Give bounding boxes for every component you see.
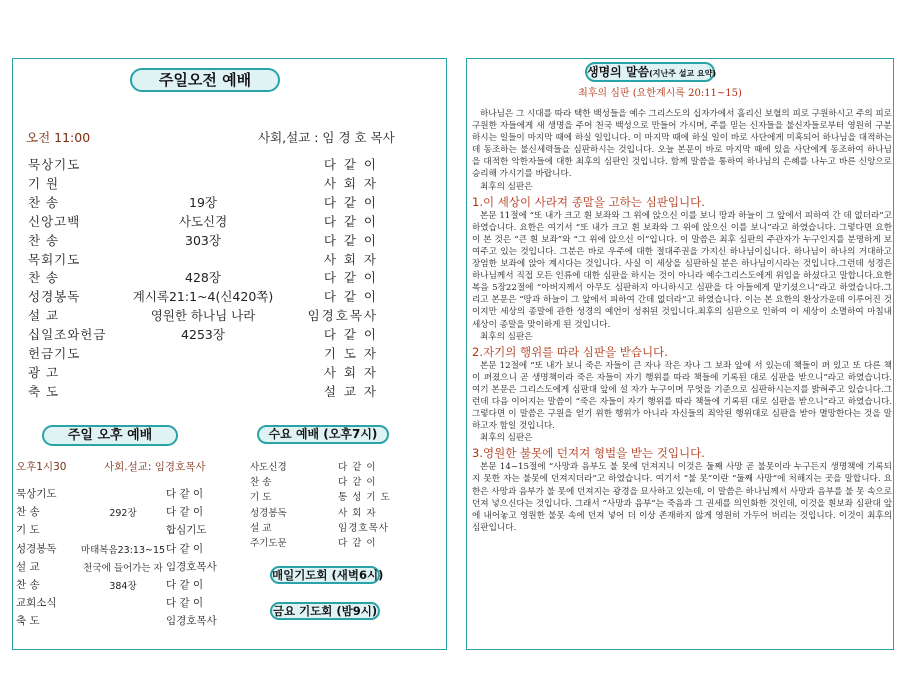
sermon-intro: 하나님은 그 시대를 따라 택한 백성들을 예수 그리스도의 십자가에서 흘리신 보혈의 피로 구원하시고 주의 피로 구원한 자들에게 새 생명을 주어 천국 백성으로 만들어 가시며, 주를 믿는 신자들을 불신자들로부터 영원히 구분하시는 일들이 마지막 때에 하실 일입니다. 이 마지막 때에 하실 일이 바로 사단에게 미혹되어 하나님을 대적하는데 동조하는 불신세력들을 심판하시는 것입니다. 오늘 본문이 바로 마지막 때에 있을 사단에게 동조하여 하나님을 대적한 악한자들에 대한 최후의 심판인 것입니다. 함께 말씀을 통하여 하나님의 은혜를 나누고 바른 신앙으로 승리해 가시기를 바랍니다.: [472, 109, 892, 180]
morning-row: [28, 268, 378, 284]
item-role: 사 회 자: [323, 175, 378, 191]
item-detail: 292장: [109, 508, 137, 520]
wednesday-row: [250, 459, 410, 472]
item-name: 찬 송: [16, 506, 40, 519]
item-role: 다 같 이: [323, 232, 378, 248]
item-name: 찬 송: [250, 477, 272, 489]
item-detail: 영원한 하나님 나라: [150, 308, 256, 324]
item-detail: 19장: [189, 194, 217, 210]
item-name: 십일조와헌금: [28, 327, 107, 343]
item-name: 축 도: [16, 615, 40, 628]
morning-row: [28, 212, 378, 228]
item-name: 기 도: [16, 524, 40, 537]
item-name: 주기도문: [250, 538, 287, 549]
afternoon-leader: 사회.설교: 임경호목사: [104, 461, 206, 473]
item-role: 다 같 이: [166, 579, 204, 591]
wednesday-row: [250, 535, 410, 548]
sermon-label-3: 최후의 심판은: [480, 433, 533, 444]
item-role: 다 같 이: [166, 488, 204, 500]
item-name: 설 교: [250, 522, 272, 534]
item-role: 사 회 자: [323, 251, 378, 267]
item-name: 성경봉독: [16, 542, 57, 555]
afternoon-row: [16, 559, 241, 573]
item-role: 설 교 자: [323, 383, 378, 399]
morning-row: [28, 363, 378, 379]
item-role: 임경호목사: [338, 522, 389, 534]
morning-row: [28, 382, 378, 398]
item-name: 교회소식: [16, 597, 57, 610]
afternoon-row: [16, 486, 241, 500]
sermon-title-main: 생명의 말씀: [587, 65, 650, 79]
friday-prayer-title: 금요 기도회 (밤9시): [270, 602, 380, 620]
item-detail: 428장: [185, 270, 221, 286]
afternoon-row: [16, 522, 241, 536]
item-name: 묵상기도: [28, 157, 81, 172]
item-role: 다 같 이: [323, 213, 378, 229]
item-role: 기 도 자: [323, 346, 378, 361]
item-name: 찬 송: [28, 270, 60, 286]
item-role: 사 회 자: [323, 364, 378, 380]
afternoon-row: [16, 577, 241, 591]
point-2-heading: 2.자기의 행위를 따라 심판을 받습니다.: [472, 344, 668, 359]
point-3-heading: 3.영원한 불못에 던져져 형벌을 받는 것입니다.: [472, 446, 705, 461]
morning-time: 오전 11:00: [26, 130, 91, 145]
item-name: 헌금기도: [28, 346, 81, 361]
item-role: 임경호목사: [166, 615, 217, 628]
sermon-label-2: 최후의 심판은: [480, 331, 533, 342]
item-name: 광 고: [28, 364, 60, 380]
sermon-title: [585, 62, 715, 82]
item-role: 다 같 이: [323, 194, 378, 210]
sermon-title-note: (지난주 설교 요약): [649, 69, 717, 78]
item-role: 다 같 이: [166, 597, 204, 610]
morning-row: [28, 174, 378, 190]
morning-service-title: 주일오전 예배: [130, 68, 280, 92]
daily-prayer-title: 매일기도회 (새벽6시): [272, 568, 384, 582]
item-detail: 384장: [109, 581, 137, 592]
item-role: 다 같 이: [338, 538, 377, 549]
item-name: 신앙고백: [28, 213, 81, 229]
item-detail: 마태복음23:13~15: [80, 544, 166, 556]
wednesday-service-title: 수요 예배 (오후7시): [257, 425, 389, 444]
wednesday-row: [250, 505, 410, 518]
item-detail: 천국에 들어가는 자: [83, 562, 163, 574]
point-2-body: 본문 12절에 “또 내가 보니 죽은 자들이 큰 자나 작은 자나 그 보좌 앞에 서 있는데 책들이 펴 있고 또 다른 책이 펴졌으니 곧 생명책이라 죽은 자들이 자기 행위를 따라 책들에 기록된 대로 심판을 받으니”라고 하였습니다. 여기 본문은 그리스도에게 심판대 앞에 설 자가 누구이며 무엇을 기준으로 심판하시는지를 밝혀주고 있습니다.그런데 다음 이어지는 말씀이 “죽은 자들이 자기 행위를 따라 책들에 기록된 대로 심판을 받으니”라고 하였습니다.그렇다면 이 말씀은 구원을 얻기 위한 행위가 아니라 자신들의 죄악된 행위대로 심판을 받아 멸망한다는 것을 말하고자 함일 것입니다.: [472, 360, 892, 432]
afternoon-row: [16, 595, 241, 609]
point-1-body: 본문 11절에 “또 내가 크고 흰 보좌와 그 위에 앉으신 이를 보니 땅과 하늘이 그 앞에서 피하여 간 데 없더라”고 하였습니다. 요한은 여기서 “또 내가 크고 흰 보좌와 그 위에 앉으신 이를 보니”라고 하였습니다. 그렇다면 요한이 본 것은 “큰 흰 보좌”와 “그 위에 앉으신 이”입니다. 이 말씀은 최후 심판의 주관자가 누구인지를 분명하게 보여주고 있는 것입니다. 그분은 바로 우주에 대한 절대주권을 가지신 하나님이십니다. 하나님이 하나의 거대하고 장엄한 보좌에 앉아 계시다는 것입니다. 사실 이 세상을 심판하실 분은 하나님이시라는 것입니다.그런데 성경은 하나님께서 직접 모든 인류에 대한 심판을 하시는 것이 아니라 예수그리스도에게 위임을 하셨다고 말합니다.요한복음 5장22절에 “아버지께서 아무도 심판하지 아니하시고 심판을 다 아들에게 맡기셨으니”라고 하였습니다.그리고 본문은 “땅과 하늘이 그 앞에서 피하여 간데 없더라”고 하였습니다. 이는 본 요한의 환상가운데 이루어진 것이지만 세상의 종말에 관한 성경의 예언이 성취된 것입니다.최후의 심판으로 인하여 이 세상이 소멸하여 마침내 세상이 종말을 맞이하게 된 것입니다.: [472, 210, 892, 330]
afternoon-row: [16, 504, 241, 518]
item-role: 다 같 이: [323, 270, 378, 286]
item-role: 다 같 이: [323, 289, 378, 305]
item-role: 통 성 기 도: [338, 492, 391, 504]
afternoon-time: 오후1시30: [16, 461, 67, 473]
item-name: 설 교: [28, 308, 60, 324]
item-name: 기 도: [250, 492, 272, 504]
item-role: 사 회 자: [338, 507, 377, 519]
item-role: 다 같 이: [166, 506, 204, 519]
item-role: 임경호목사: [166, 560, 217, 573]
item-name: 찬 송: [16, 579, 40, 591]
item-detail: 303장: [185, 232, 221, 248]
morning-row: [28, 231, 378, 247]
item-detail: 계시록21:1~4(신420쪽): [132, 289, 274, 305]
item-name: 찬 송: [28, 194, 60, 210]
point-1-heading: 1.이 세상이 사라져 종말을 고하는 심판입니다.: [472, 194, 705, 209]
wednesday-row: [250, 520, 410, 533]
afternoon-row: [16, 613, 241, 627]
wednesday-row: [250, 474, 410, 487]
morning-leader: 사회,설교 : 임 경 호 목사: [258, 130, 395, 145]
morning-row: [28, 344, 378, 360]
item-role: 다 같 이: [323, 157, 378, 172]
afternoon-service-title: 주일 오후 예배: [42, 425, 178, 446]
item-role: 임경호목사: [307, 308, 378, 324]
morning-row: [28, 306, 378, 322]
sermon-body: [472, 108, 892, 534]
item-detail: 사도신경: [178, 213, 228, 229]
item-role: 다 같 이: [166, 542, 204, 555]
item-name: 사도신경: [250, 462, 287, 473]
item-name: 설 교: [16, 560, 40, 573]
morning-row: [28, 250, 378, 266]
item-name: 찬 송: [28, 232, 60, 248]
item-name: 기 원: [28, 175, 60, 191]
item-role: 합심기도: [166, 524, 207, 537]
item-role: 다 같 이: [338, 462, 377, 473]
morning-row: [28, 155, 378, 171]
item-name: 성경봉독: [250, 507, 287, 519]
item-role: 다 같 이: [323, 327, 378, 343]
afternoon-row: [16, 541, 241, 555]
point-3-body: 본문 14~15절에 “사망과 음부도 불 못에 던져지니 이것은 둘째 사망 곧 불못이라 누구든지 생명책에 기록되지 못한 자는 불못에 던져지더라”고 하였습니다. 여기서 “불 못”이란 “둘째 사망”에 처해지는 곳을 말합니다. 요한은 사망과 음부가 불 못에 던져지는 광경을 묘사하고 있는데, 이 말씀은 하나님께서 사망과 음부를 불 못 속으로 던져 넣으신다는 것입니다. 그래서 “사망과 음부”는 죽음과 그 권세를 의인화한 것인데, 이것을 흰보좌 심판대 앞에 내어놓고 영원한 불못 속에 던져 넣어 더 이상 존재하지 않게 영원히 가두어 버리는 것입니다. 이것이 최후의 심판입니다.: [472, 462, 893, 533]
sermon-subtitle: 최후의 심판 (요한계시록 20:11~15): [578, 88, 742, 99]
item-name: 축 도: [28, 383, 60, 399]
wednesday-row: [250, 489, 410, 502]
item-role: 다 같 이: [338, 477, 377, 489]
morning-row: [28, 287, 378, 303]
item-name: 성경봉독: [28, 289, 81, 305]
sermon-label-1: 최후의 심판은: [480, 181, 533, 192]
morning-row: [28, 193, 378, 209]
item-name: 목회기도: [28, 251, 81, 267]
item-name: 묵상기도: [16, 488, 57, 500]
morning-row: [28, 325, 378, 341]
item-detail: 4253장: [181, 327, 225, 343]
